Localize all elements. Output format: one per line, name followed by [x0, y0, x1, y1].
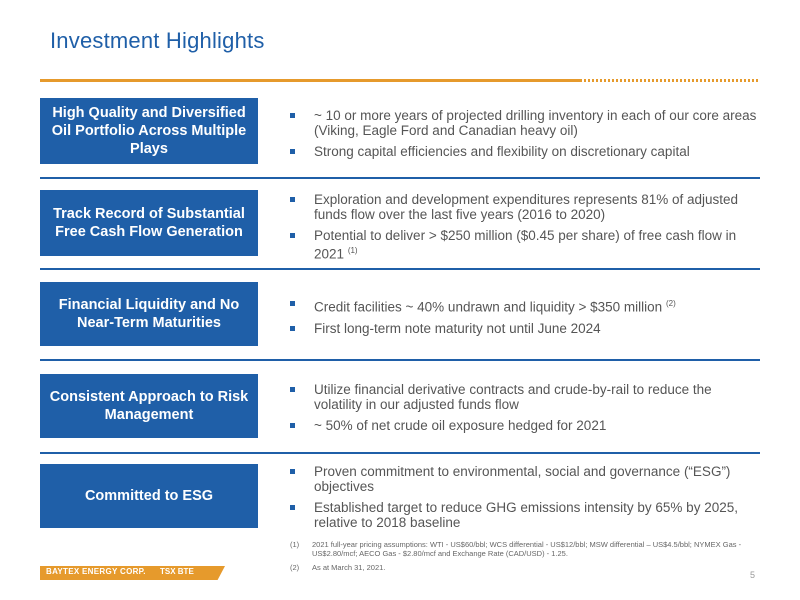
bullet-icon: [290, 113, 295, 118]
section-liquidity: [40, 282, 760, 346]
section-heading: Consistent Approach to Risk Management: [40, 374, 258, 438]
list-item: Utilize financial derivative contracts and crude-by-rail to reduce the volatility in our adjusted funds flow: [288, 382, 758, 412]
footnote: (2) As at March 31, 2021.: [290, 563, 386, 572]
bullet-icon: [290, 326, 295, 331]
list-item: Credit facilities ~ 40% undrawn and liquidity > $350 million $^{(2)}$: [288, 296, 758, 315]
bullet-icon: [290, 469, 295, 474]
section-portfolio: [40, 98, 760, 164]
page-number: 5: [749, 570, 755, 580]
list-item: Proven commitment to environmental, social and governance (“ESG”) objectives: [288, 464, 758, 494]
section-divider: [40, 359, 760, 361]
bullet-list: [288, 382, 758, 439]
section-risk-management: [40, 374, 760, 438]
list-item: ~ 10 or more years of projected drilling inventory in each of our core areas (Viking, Eagle Ford and Canadian heavy oil): [288, 108, 758, 138]
bullet-list: [288, 192, 758, 268]
footnotes: [290, 540, 760, 577]
list-item: Established target to reduce GHG emissions intensity by 65% by 2025, relative to 2018 baseline: [288, 500, 758, 530]
section-free-cash-flow: [40, 190, 760, 262]
page-title: Investment Highlights: [50, 28, 265, 53]
bullet-icon: [290, 301, 295, 306]
company-logo: BAYTEX ENERGY CORP.: [46, 567, 146, 576]
bullet-list: [288, 464, 758, 536]
bullet-icon: [290, 423, 295, 428]
list-item: Potential to deliver > $250 million ($0.45 per share) of free cash flow in 2021 $^{(1)}$: [288, 228, 758, 262]
footnote-ref: (1): [347, 246, 358, 255]
section-divider: [40, 177, 760, 179]
section-heading: High Quality and Diversified Oil Portfolio Across Multiple Plays: [40, 98, 258, 164]
bullet-icon: [290, 149, 295, 154]
bullet-icon: [290, 197, 295, 202]
bullet-icon: [290, 505, 295, 510]
bullet-icon: [290, 387, 295, 392]
list-item: ~ 50% of net crude oil exposure hedged for 2021: [288, 418, 758, 433]
section-heading: Financial Liquidity and No Near-Term Maturities: [40, 282, 258, 346]
ticker-label: TSX BTE: [160, 567, 194, 576]
footnote-ref: (2): [665, 299, 676, 308]
section-heading: Committed to ESG: [40, 464, 258, 528]
section-heading: Track Record of Substantial Free Cash Flow Generation: [40, 190, 258, 256]
bullet-icon: [290, 233, 295, 238]
list-item: Strong capital efficiencies and flexibility on discretionary capital: [288, 144, 758, 159]
section-divider: [40, 268, 760, 270]
footnote: (1) 2021 full-year pricing assumptions: WTI - US$60/bbl; WCS differential - US$12/bbl; MSW differential – US$4.5/bbl; NYMEX Gas - US$2.80/mcf; AECO Gas - $2.80/mcf and Exchange Rate (CAD/USD) - 1.25.: [290, 540, 742, 558]
title-rule: [40, 79, 580, 82]
section-divider: [40, 452, 760, 454]
title-rule-dotted: [580, 79, 760, 82]
list-item: Exploration and development expenditures represents 81% of adjusted funds flow over the last five years (2016 to 2020): [288, 192, 758, 222]
list-item: First long-term note maturity not until June 2024: [288, 321, 758, 336]
bullet-list: [288, 108, 758, 165]
bullet-list: [288, 296, 758, 342]
section-esg: [40, 464, 760, 528]
